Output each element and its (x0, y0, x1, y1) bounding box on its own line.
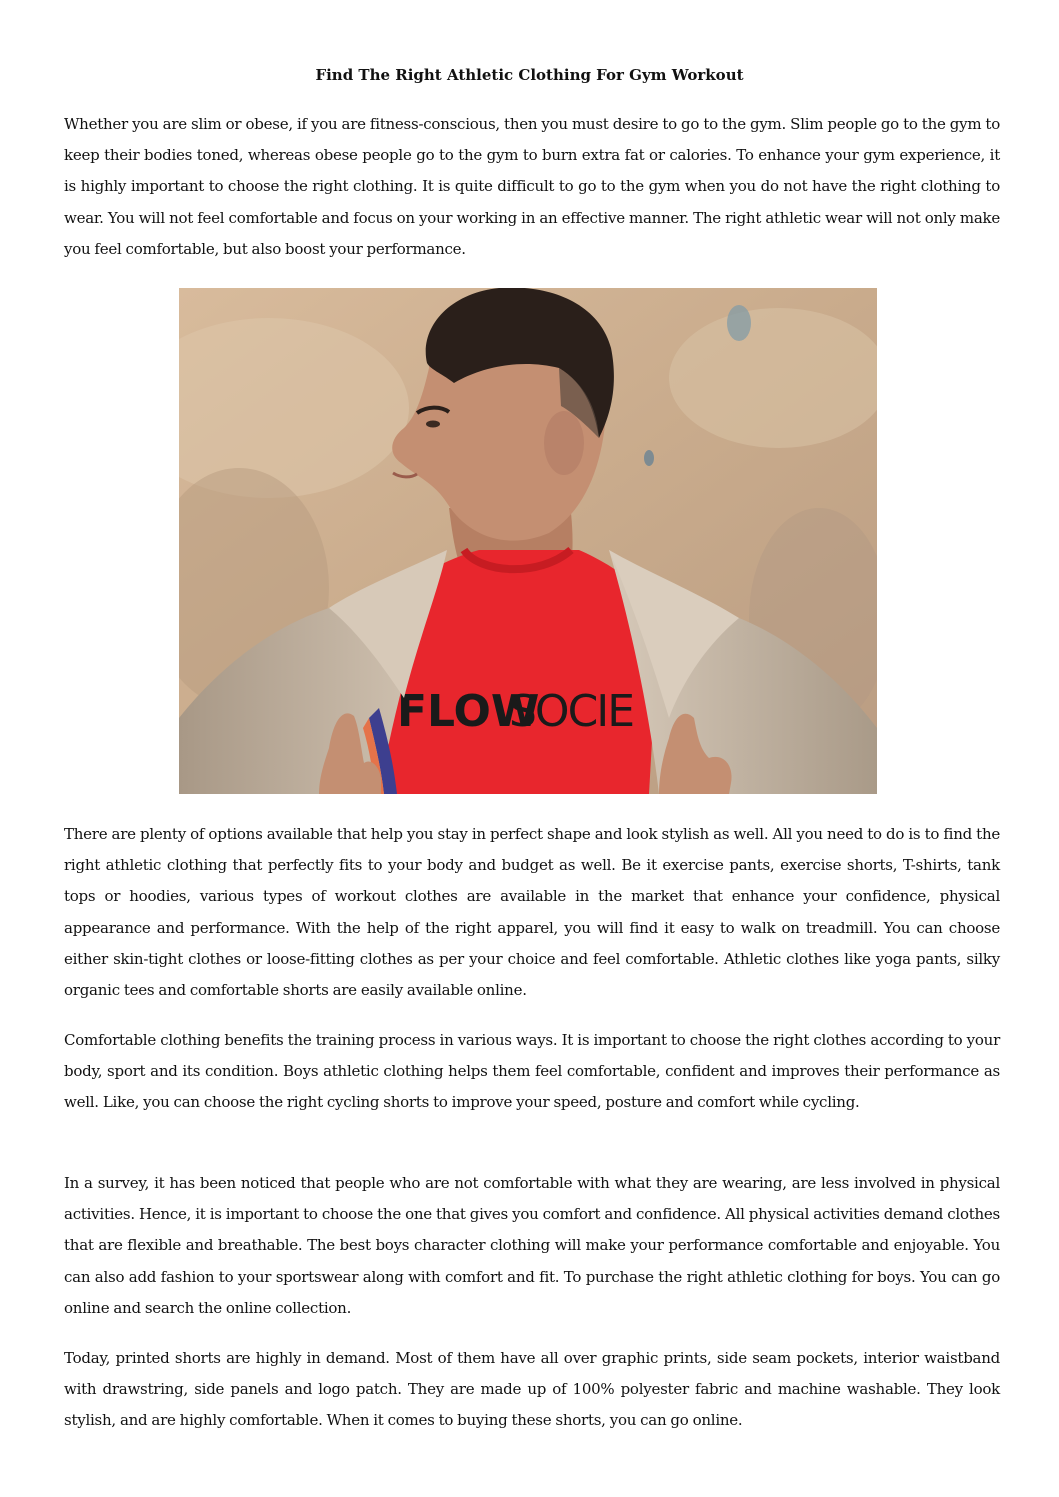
paragraph-3: Comfortable clothing benefits the training process in various ways. It is important to choose the right clothes according to your body, sport and its condition. Boys athletic clothing helps them feel comfortable, confident and improves their performance as well. Like, you can choose the right cycling shorts to improve your speed, posture and comfort while cycling. (64, 1031, 1000, 1112)
paragraph-5: Today, printed shorts are highly in demand. Most of them have all over graphic prints, side seam pockets, interior waistband with drawstring, side panels and logo patch. They are made up of 100% polyester fabric and machine washable. They look stylish, and are highly comfortable. When it comes to buying these shorts, you can go online. (64, 1349, 1000, 1430)
document-title: Find The Right Athletic Clothing For Gym Workout (315, 66, 744, 84)
shirt-logo-text-light: SOCIE (509, 686, 634, 737)
paragraph-2: There are plenty of options available that help you stay in perfect shape and look stylish as well. All you need to do is to find the right athletic clothing that perfectly fits to your body and budget as well. Be it exercise pants, exercise shorts, T-shirts, tank tops or hoodies, various types of workout clothes are available in the market that enhance your confidence, physical appearance and performance. With the help of the right apparel, you will find it easy to walk on treadmill. You can choose either skin-tight clothes or loose-fitting clothes as per your choice and feel comfortable. Athletic clothes like yoga pants, silky organic tees and comfortable shorts are easily available online. (64, 825, 1000, 1000)
paragraph-1: Whether you are slim or obese, if you are fitness-conscious, then you must desire to go to the gym. Slim people go to the gym to keep their bodies toned, whereas obese people go to the gym to burn extra fat or calories. To enhance your gym experience, it is highly important to choose the right clothing. It is quite difficult to go to the gym when you do not have the right clothing to wear. You will not feel comfortable and focus on your working in an effective manner. The right athletic wear will not only make you feel comfortable, but also boost your performance. (64, 115, 1000, 258)
paragraph-4: In a survey, it has been noticed that people who are not comfortable with what they are wearing, are less involved in physical activities. Hence, it is important to choose the one that gives you comfort and confidence. All physical activities demand clothes that are flexible and breathable. The best boys character clothing will make your performance comfortable and enjoyable. You can also add fashion to your sportswear along with comfort and fit. To purchase the right athletic clothing for boys. You can go online and search the online collection. (64, 1174, 1000, 1317)
boy-in-athletic-jacket-photo (179, 288, 877, 794)
shirt-logo-text-bold: FLOW (397, 686, 540, 737)
